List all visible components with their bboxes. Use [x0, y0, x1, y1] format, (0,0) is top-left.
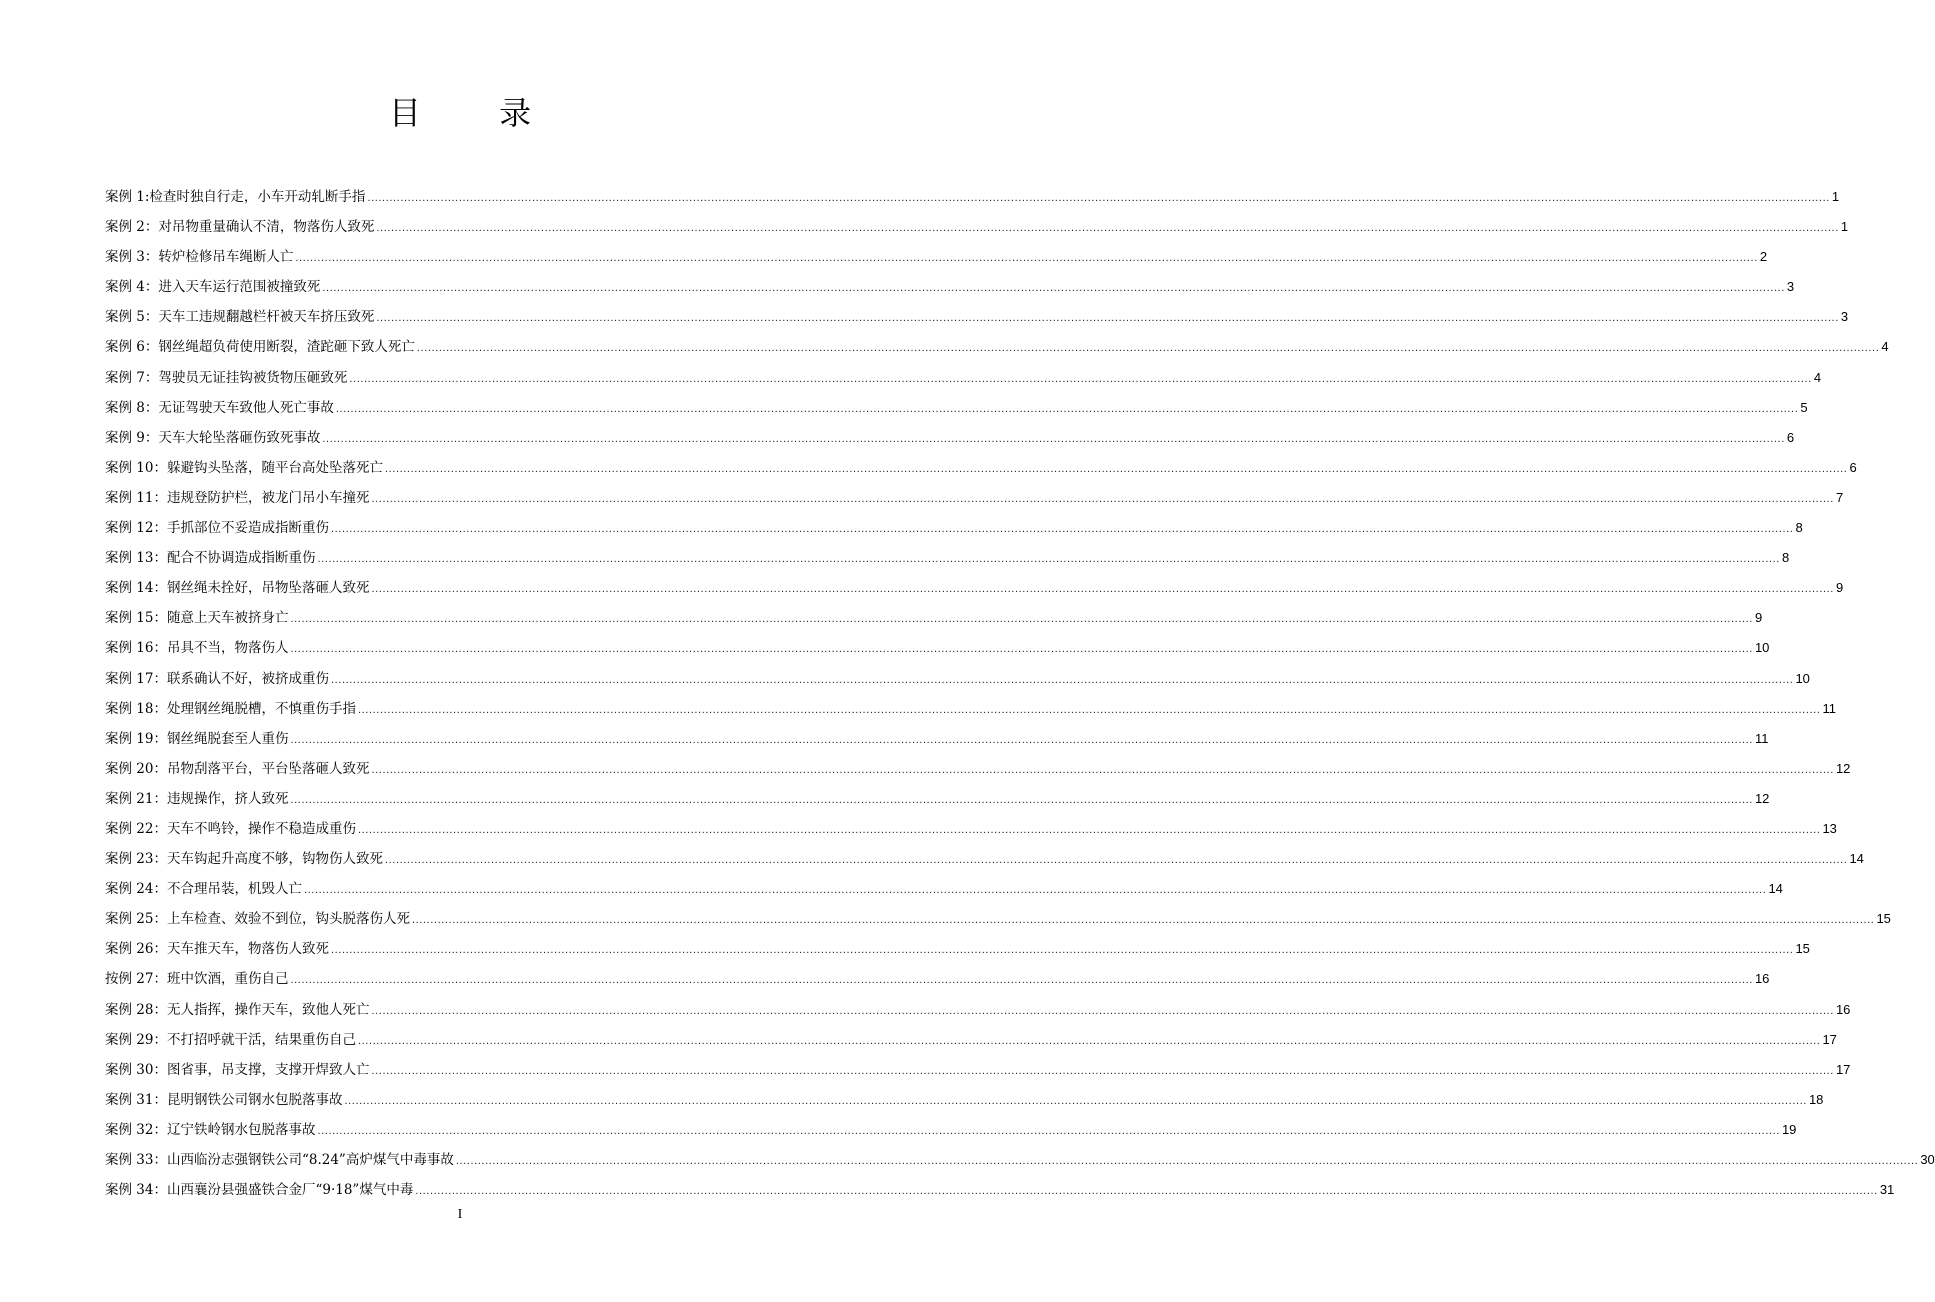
toc-entry-22[interactable]	[105, 814, 1837, 844]
toc-entry-title: 案例 12：手抓部位不妥造成指断重伤	[105, 520, 329, 537]
toc-entry-16[interactable]	[105, 633, 1770, 663]
toc-entry-9[interactable]	[105, 423, 1795, 453]
toc-entry-20[interactable]	[105, 754, 1851, 784]
toc-entry-title: 案例 13：配合不协调造成指断重伤	[105, 550, 316, 567]
toc-entry-title: 案例 2：对吊物重量确认不清，物落伤人致死	[105, 219, 375, 236]
toc-dot-leader: ................................................................................................................................................................................................................................................................................................................................................................................................................	[295, 252, 1758, 265]
toc-entry-page-number: 12	[1754, 790, 1770, 806]
toc-entry-21[interactable]	[105, 784, 1770, 814]
toc-entry-title: 案例 11：违规登防护栏，被龙门吊小车撞死	[105, 489, 370, 506]
toc-entry-4[interactable]	[105, 272, 1795, 302]
toc-dot-leader: ................................................................................................................................................................................................................................................................................................................................................................................................................	[376, 222, 1839, 235]
toc-entry-29[interactable]	[105, 1025, 1837, 1055]
toc-entry-page-number: 1	[1840, 219, 1849, 235]
toc-entry-32[interactable]	[105, 1115, 1797, 1145]
toc-entry-title: 案例 4：进入天车运行范围被撞致死	[105, 279, 321, 296]
toc-dot-leader: ................................................................................................................................................................................................................................................................................................................................................................................................................	[322, 432, 1785, 445]
toc-entry-title: 案例 30：图省事，吊支撑，支撑开焊致人亡	[105, 1061, 370, 1078]
toc-entry-page-number: 14	[1849, 851, 1864, 867]
toc-entry-page-number: 4	[1813, 369, 1822, 385]
toc-entry-19[interactable]	[105, 724, 1769, 754]
toc-dot-leader: ................................................................................................................................................................................................................................................................................................................................................................................................................	[322, 282, 1785, 295]
toc-entry-page-number: 8	[1795, 520, 1803, 536]
toc-entry-page-number: 9	[1754, 610, 1763, 626]
toc-entry-title: 案例 1:检查时独自行走，小车开动轧断手指	[105, 189, 366, 205]
toc-entry-title: 按例 27：班中饮酒，重伤自己	[105, 971, 289, 988]
toc-entry-page-number: 1	[1831, 189, 1840, 204]
toc-dot-leader: ................................................................................................................................................................................................................................................................................................................................................................................................................	[384, 462, 1848, 475]
toc-entry-26[interactable]	[105, 934, 1810, 964]
toc-entry-page-number: 8	[1781, 550, 1790, 566]
toc-dot-leader: ................................................................................................................................................................................................................................................................................................................................................................................................................	[357, 1034, 1821, 1047]
toc-entry-13[interactable]	[105, 543, 1790, 573]
toc-entry-title: 案例 22：天车不鸣铃，操作不稳造成重伤	[105, 820, 356, 837]
toc-entry-title: 案例 6：钢丝绳超负荷使用断裂，渣跎砸下致人死亡	[105, 339, 415, 356]
toc-entry-title: 案例 21：违规操作，挤人致死	[105, 790, 289, 807]
toc-dot-leader: ................................................................................................................................................................................................................................................................................................................................................................................................................	[357, 703, 1821, 716]
toc-dot-leader: ................................................................................................................................................................................................................................................................................................................................................................................................................	[416, 342, 1880, 355]
toc-entry-12[interactable]	[105, 513, 1803, 543]
toc-entry-25[interactable]	[105, 904, 1891, 934]
toc-entry-34[interactable]	[105, 1175, 1895, 1205]
toc-entry-page-number: 5	[1800, 399, 1808, 415]
toc-dot-leader: ................................................................................................................................................................................................................................................................................................................................................................................................................	[349, 372, 1812, 385]
toc-entry-page-number: 14	[1768, 881, 1783, 897]
toc-entry-title: 案例 33：山西临汾志强钢铁公司“8.24”高炉煤气中毒事故	[105, 1152, 454, 1168]
toc-entry-page-number: 11	[1822, 700, 1836, 716]
toc-entry-page-number: 6	[1849, 459, 1857, 475]
toc-entry-page-number: 2	[1759, 249, 1768, 265]
toc-entry-page-number: 10	[1754, 640, 1770, 656]
toc-list	[105, 182, 1935, 1205]
toc-entry-title: 案例 15：随意上天车被挤身亡	[105, 610, 289, 627]
toc-entry-page-number: 11	[1754, 730, 1769, 746]
toc-entry-title: 案例 32：辽宁铁岭钢水包脱落事故	[105, 1121, 316, 1138]
toc-entry-28[interactable]	[105, 995, 1851, 1025]
toc-dot-leader: ................................................................................................................................................................................................................................................................................................................................................................................................................	[290, 974, 1753, 987]
page-number-footer: I	[457, 1207, 463, 1222]
toc-entry-page-number: 9	[1835, 580, 1844, 596]
toc-dot-leader: ................................................................................................................................................................................................................................................................................................................................................................................................................	[317, 553, 1780, 566]
toc-entry-title: 案例 7：驾驶员无证挂钩被货物压砸致死	[105, 369, 348, 386]
toc-entry-title: 案例 17：联系确认不好，被挤成重伤	[105, 670, 329, 687]
toc-entry-page-number: 30	[1920, 1152, 1935, 1167]
toc-title: 目 录	[388, 94, 566, 132]
toc-dot-leader: ................................................................................................................................................................................................................................................................................................................................................................................................................	[290, 643, 1753, 656]
toc-entry-24[interactable]	[105, 874, 1783, 904]
toc-entry-page-number: 31	[1879, 1182, 1895, 1198]
toc-dot-leader: ................................................................................................................................................................................................................................................................................................................................................................................................................	[290, 793, 1753, 806]
toc-entry-6[interactable]	[105, 332, 1889, 362]
toc-dot-leader: ................................................................................................................................................................................................................................................................................................................................................................................................................	[317, 1124, 1780, 1137]
toc-entry-2[interactable]	[105, 212, 1849, 242]
toc-entry-15[interactable]	[105, 603, 1763, 633]
toc-dot-leader: ................................................................................................................................................................................................................................................................................................................................................................................................................	[290, 733, 1753, 746]
toc-entry-title: 案例 8：无证驾驶天车致他人死亡事故	[105, 399, 334, 416]
toc-entry-page-number: 3	[1786, 279, 1795, 295]
toc-entry-title: 案例 19：钢丝绳脱套至人重伤	[105, 730, 289, 747]
toc-dot-leader: ................................................................................................................................................................................................................................................................................................................................................................................................................	[371, 492, 1834, 505]
toc-entry-title: 案例 14：钢丝绳未拴好，吊物坠落砸人致死	[105, 580, 370, 597]
toc-dot-leader: ................................................................................................................................................................................................................................................................................................................................................................................................................	[376, 312, 1839, 325]
toc-entry-title: 案例 10：躲避钩头坠落，随平台高处坠落死亡	[105, 459, 383, 476]
toc-entry-23[interactable]	[105, 844, 1864, 874]
toc-entry-title: 案例 25：上车检查、效验不到位，钩头脱落伤人死	[105, 911, 410, 928]
toc-entry-30[interactable]	[105, 1055, 1851, 1085]
toc-entry-page-number: 7	[1835, 489, 1844, 505]
toc-dot-leader: ................................................................................................................................................................................................................................................................................................................................................................................................................	[415, 1185, 1878, 1198]
toc-dot-leader: ................................................................................................................................................................................................................................................................................................................................................................................................................	[330, 944, 1794, 957]
toc-entry-title: 案例 3：转炉检修吊车绳断人亡	[105, 249, 294, 266]
toc-dot-leader: ................................................................................................................................................................................................................................................................................................................................................................................................................	[330, 673, 1794, 686]
toc-dot-leader: ................................................................................................................................................................................................................................................................................................................................................................................................................	[344, 1094, 1807, 1107]
toc-entry-title: 案例 31：昆明钢铁公司钢水包脱落事故	[105, 1091, 343, 1108]
toc-entry-5[interactable]	[105, 302, 1849, 332]
toc-entry-page-number: 16	[1835, 1001, 1851, 1017]
toc-entry-page-number: 15	[1795, 941, 1810, 957]
toc-entry-33[interactable]	[105, 1145, 1935, 1175]
toc-entry-page-number: 19	[1781, 1121, 1797, 1137]
toc-dot-leader: ................................................................................................................................................................................................................................................................................................................................................................................................................	[357, 823, 1821, 836]
toc-entry-3[interactable]	[105, 242, 1768, 272]
toc-dot-leader: ................................................................................................................................................................................................................................................................................................................................................................................................................	[455, 1155, 1919, 1167]
toc-dot-leader: ................................................................................................................................................................................................................................................................................................................................................................................................................	[335, 402, 1799, 415]
toc-entry-page-number: 17	[1822, 1031, 1837, 1047]
toc-entry-title: 案例 34：山西襄汾县强盛铁合金厂“9·18”煤气中毒	[105, 1182, 414, 1199]
toc-dot-leader: ................................................................................................................................................................................................................................................................................................................................................................................................................	[371, 1064, 1834, 1077]
toc-entry-title: 案例 24：不合理吊装，机毁人亡	[105, 881, 302, 898]
toc-entry-title: 案例 29：不打招呼就干活，结果重伤自己	[105, 1031, 356, 1048]
toc-entry-page-number: 16	[1754, 971, 1770, 987]
toc-entry-page-number: 12	[1835, 760, 1851, 776]
toc-entry-title: 案例 26：天车推天车，物落伤人致死	[105, 941, 329, 958]
toc-dot-leader: ................................................................................................................................................................................................................................................................................................................................................................................................................	[371, 763, 1834, 776]
toc-entry-18[interactable]	[105, 694, 1836, 724]
toc-entry-31[interactable]	[105, 1085, 1824, 1115]
toc-dot-leader: ................................................................................................................................................................................................................................................................................................................................................................................................................	[330, 523, 1794, 536]
toc-entry-page-number: 4	[1881, 339, 1889, 355]
toc-dot-leader: ................................................................................................................................................................................................................................................................................................................................................................................................................	[384, 854, 1848, 867]
toc-dot-leader: ................................................................................................................................................................................................................................................................................................................................................................................................................	[290, 613, 1753, 626]
toc-entry-page-number: 10	[1795, 670, 1810, 686]
toc-entry-title: 案例 9：天车大轮坠落砸伤致死事故	[105, 429, 321, 446]
toc-entry-7[interactable]	[105, 363, 1822, 393]
toc-entry-page-number: 13	[1822, 820, 1837, 836]
toc-dot-leader: ................................................................................................................................................................................................................................................................................................................................................................................................................	[371, 583, 1834, 596]
toc-entry-page-number: 6	[1786, 429, 1795, 445]
toc-entry-17[interactable]	[105, 664, 1810, 694]
toc-entry-8[interactable]	[105, 393, 1808, 423]
toc-entry-title: 案例 18：处理钢丝绳脱槽，不慎重伤手指	[105, 700, 356, 717]
toc-entry-title: 案例 28：无人指挥，操作天车，致他人死亡	[105, 1001, 370, 1018]
toc-entry-page-number: 18	[1808, 1091, 1824, 1107]
toc-entry-title: 案例 23：天车钩起升高度不够，钩物伤人致死	[105, 851, 383, 868]
toc-dot-leader: ................................................................................................................................................................................................................................................................................................................................................................................................................	[411, 914, 1875, 927]
toc-entry-title: 案例 5：天车工违规翻越栏杆被天车挤压致死	[105, 309, 375, 326]
toc-dot-leader: ................................................................................................................................................................................................................................................................................................................................................................................................................	[367, 192, 1830, 204]
toc-entry-11[interactable]	[105, 483, 1844, 513]
toc-dot-leader: ................................................................................................................................................................................................................................................................................................................................................................................................................	[371, 1004, 1834, 1017]
toc-entry-14[interactable]	[105, 573, 1844, 603]
toc-entry-27[interactable]	[105, 964, 1770, 994]
toc-entry-title: 案例 20：吊物刮落平台，平台坠落砸人致死	[105, 760, 370, 777]
toc-entry-page-number: 17	[1835, 1061, 1851, 1077]
toc-entry-page-number: 15	[1876, 911, 1891, 927]
toc-entry-title: 案例 16：吊具不当，物落伤人	[105, 640, 289, 657]
toc-entry-page-number: 3	[1840, 309, 1849, 325]
toc-entry-1[interactable]	[105, 182, 1840, 212]
toc-dot-leader: ................................................................................................................................................................................................................................................................................................................................................................................................................	[303, 884, 1767, 897]
toc-entry-10[interactable]	[105, 453, 1857, 483]
